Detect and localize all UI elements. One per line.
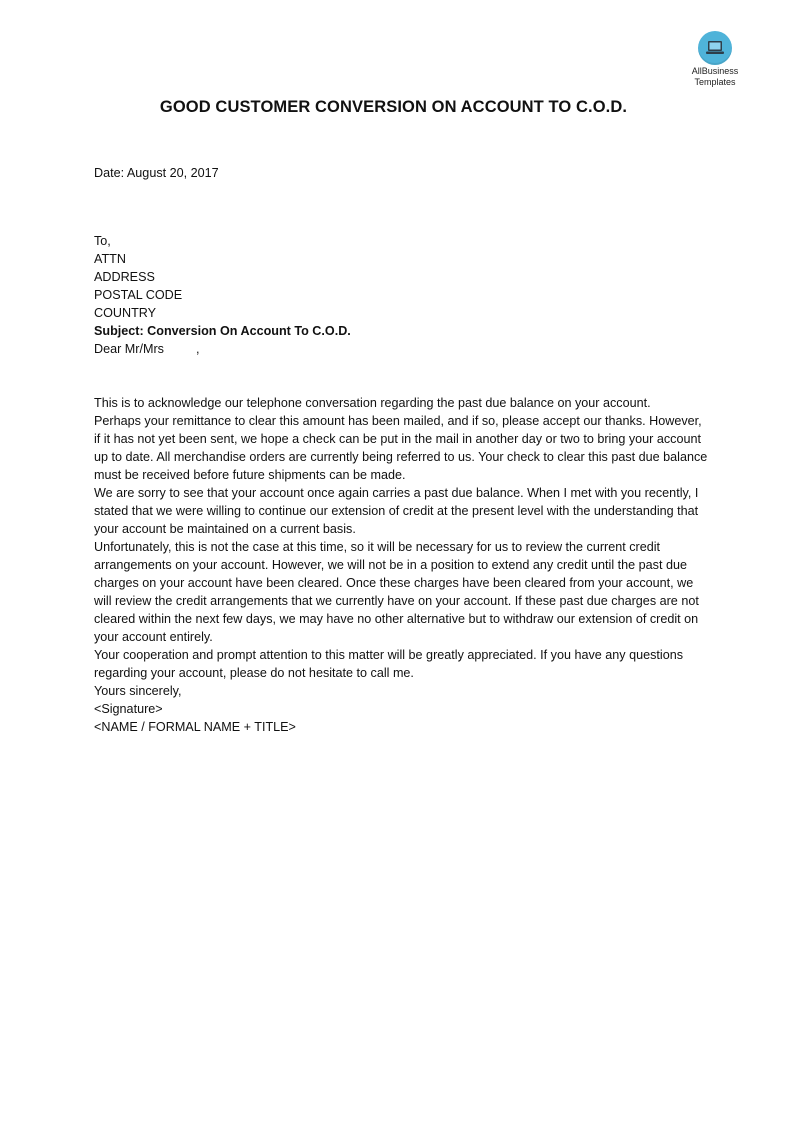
paragraph-credit-review: Unfortunately, this is not the case at this time, so it will be necessary for us to review the current credit arrangements on your account. However, we will not be in a position to extend any credit until the past due charges on your account have been cleared. Once these charges have been cleared from your account, we will review the credit arrangements that we currently have on your account. If these past due charges are not cleared within the next few days, we may have no other alternative but to withdraw our extension of credit on your account entirely. [94,540,699,644]
address-line-address: ADDRESS [94,270,155,284]
address-line-to: To, [94,234,111,248]
allbusiness-templates-logo [684,31,746,87]
laptop-icon [698,31,732,65]
document-title: GOOD CUSTOMER CONVERSION ON ACCOUNT TO C.O.D. [159,98,628,116]
paragraph-past-due: We are sorry to see that your account once again carries a past due balance. When I met with you recently, I stated that we were willing to continue our extension of credit at the present level with the understanding that your account be maintained on a current basis. [94,486,699,536]
salutation [94,340,709,358]
logo-text-line1: AllBusiness [691,66,739,76]
subject-line: Subject: Conversion On Account To C.O.D. [94,324,351,338]
name-title-placeholder: <NAME / FORMAL NAME + TITLE> [94,720,296,734]
address-line-country: COUNTRY [94,306,157,320]
address-line-attn: ATTN [94,252,126,266]
paragraph-acknowledge: This is to acknowledge our telephone conversation regarding the past due balance on your account. [94,396,651,410]
paragraph-remittance: Perhaps your remittance to clear this amount has been mailed, and if so, please accept our thanks. However, if it has not yet been sent, we hope a check can be put in the mail in another day or two to bring your account up to date. All merchandise orders are currently being referred to us. Your check to clear this past due balance must be received before future shipments can be made. [94,414,708,482]
signature-placeholder: <Signature> [94,702,163,716]
closing: Yours sincerely, [94,684,182,698]
letter-body [94,164,709,736]
date-line: Date: August 20, 2017 [94,166,219,180]
logo-text-line2: Templates [694,77,736,87]
salutation-comma: , [195,342,200,356]
recipient-address-block [94,232,709,322]
salutation-name: Dear Mr/Mrs [94,342,164,356]
paragraph-cooperation: Your cooperation and prompt attention to this matter will be greatly appreciated. If you have any questions regarding your account, please do not hesitate to call me. [94,648,683,680]
address-line-postal-code: POSTAL CODE [94,288,183,302]
